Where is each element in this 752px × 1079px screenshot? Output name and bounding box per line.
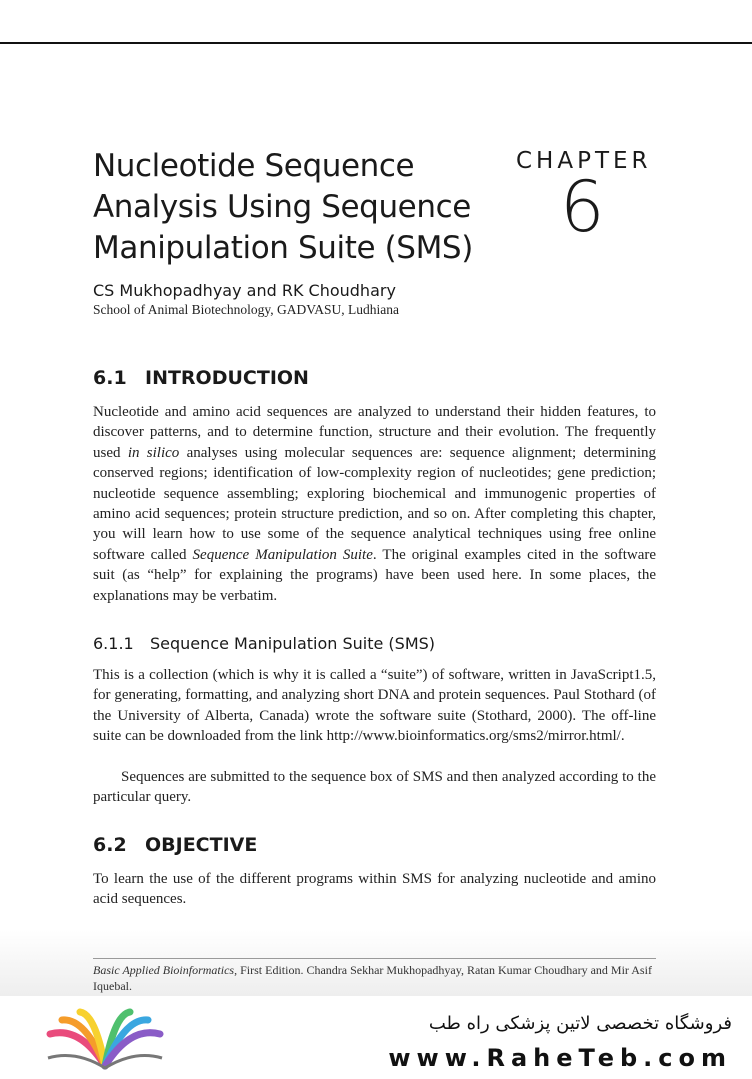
sms-paragraph-1: This is a collection (which is why it is called a “suite”) of software, written in JavaScript1.5, for generating, formatting, and analyzing short DNA and protein sequences. Paul Stothard (of the University of Alberta, Canada) wrote the software suite (Stothard, 2000). The off-line suite can be downloaded from the link http://www.bioinformatics.org/sms2/mirror.html/. (93, 667, 656, 745)
section-heading-objective (93, 834, 257, 856)
section-heading-intro (93, 367, 309, 389)
objective-paragraph: To learn the use of the different programs within SMS for analyzing nucleotide and amino acid sequences. (93, 871, 656, 908)
emphasis-text: Sequence Manipulation Suite (192, 546, 373, 563)
section-title: INTRODUCTION (145, 367, 309, 389)
chapter-number: 6 (560, 166, 605, 248)
title-line-1: Nucleotide Sequence (93, 148, 415, 184)
section-title: OBJECTIVE (145, 834, 258, 856)
footer-citation (93, 962, 656, 994)
subsection-heading-sms (93, 634, 435, 653)
authors: CS Mukhopadhyay and RK Choudhary (93, 281, 396, 300)
text-run: Nucleotide and amino acid sequences are analyzed to understand their hidden features, to discover patterns, and to determine function, structure and their evolution. The frequently used (93, 404, 656, 461)
affiliation: School of Animal Biotechnology, GADVASU, Ludhiana (93, 302, 399, 317)
section-number: 6.1 (93, 367, 127, 389)
title-line-2: Analysis Using Sequence (93, 189, 471, 225)
chapter-title (93, 146, 513, 269)
open-book-logo-icon (40, 1008, 170, 1079)
text-run: . The original examples cited in the software suit (as “help” for explaining the programs) have been used here. In some places, the explanations may be verbatim. (93, 546, 657, 604)
subsection-title: Sequence Manipulation Suite (SMS) (150, 634, 436, 653)
banner-url[interactable]: www.RaheTeb.com (388, 1044, 732, 1072)
text-run: analyses using molecular sequences are: sequence alignment; determining conserved regions; identification of low-complexity region of nucleotides; gene prediction; nucleotide sequence assembling; exploring biochemical and immunogenic properties of amino acid sequences; protein structure prediction, and so on. After completing this chapter, you will learn how to use some of the sequence analytical techniques using free online software called (93, 444, 656, 563)
emphasis-text: in silico (127, 444, 180, 461)
sms-paragraph-2: Sequences are submitted to the sequence box of SMS and then analyzed according to the particular query. (93, 769, 656, 806)
book-title: Basic Applied Bioinformatics (93, 963, 235, 977)
footer-rule (93, 958, 656, 959)
section-number: 6.2 (93, 834, 127, 856)
intro-paragraph (93, 402, 656, 606)
banner-persian-text: فروشگاه تخصصی لاتین پزشکی راه طب (428, 1013, 732, 1034)
citation-text: , First Edition. Chandra Sekhar Mukhopadhyay, Ratan Kumar Choudhary and Mir Asif Iquebal. (93, 963, 652, 993)
subsection-number: 6.1.1 (93, 634, 134, 653)
title-line-3: Manipulation Suite (SMS) (93, 230, 473, 266)
top-rule (0, 42, 752, 44)
chapter-label: CHAPTER (516, 148, 652, 174)
